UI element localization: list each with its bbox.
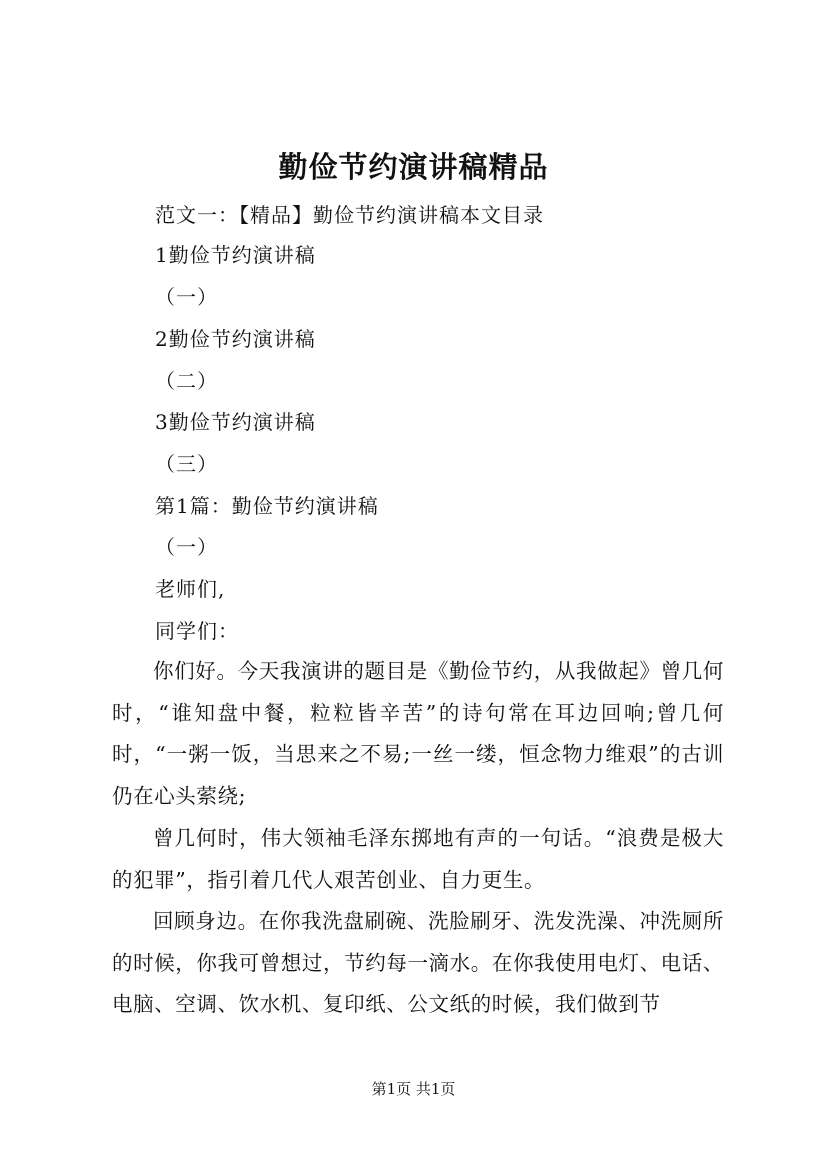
body-paragraph-3: 回顾身边。在你我洗盘刷碗、洗脸刷牙、洗发洗澡、冲洗厕所的时候，你我可曾想过，节约每一滴水。在你我使用电灯、电话、电脑、空调、饮水机、复印纸、公文纸的时候，我们做到节: [112, 909, 724, 1017]
toc-line-sub-2: （二）: [155, 369, 218, 393]
toc-line-heading: 范文一：【精品】勤俭节约演讲稿本文目录: [155, 203, 544, 227]
toc-line-item-2: 2勤俭节约演讲稿: [155, 327, 316, 351]
section-subheading: （一）: [155, 535, 218, 559]
page-footer: 第1页 共1页: [371, 1080, 456, 1098]
toc-line-sub-3: （三）: [155, 452, 218, 476]
greeting-students: 同学们：: [155, 619, 239, 643]
greeting-teachers: 老师们,: [155, 577, 226, 601]
toc-line-item-3: 3勤俭节约演讲稿: [155, 410, 316, 434]
section-heading: 第1篇：勤俭节约演讲稿: [155, 494, 379, 518]
body-paragraph-1: 你们好。今天我演讲的题目是《勤俭节约，从我做起》曾几何时，“谁知盘中餐，粒粒皆辛苦”的诗句常在耳边回响;曾几何时，“一粥一饭，当思来之不易;一丝一缕，恒念物力维艰”的古训仍在心头萦绕;: [112, 659, 724, 809]
toc-line-sub-1: （一）: [155, 285, 218, 309]
body-paragraph-2: 曾几何时，伟大领袖毛泽东掷地有声的一句话。“浪费是极大的犯罪”，指引着几代人艰苦创业、自力更生。: [112, 826, 724, 892]
toc-line-item-1: 1勤俭节约演讲稿: [155, 243, 316, 267]
document-title: 勤俭节约演讲稿精品: [278, 150, 549, 184]
